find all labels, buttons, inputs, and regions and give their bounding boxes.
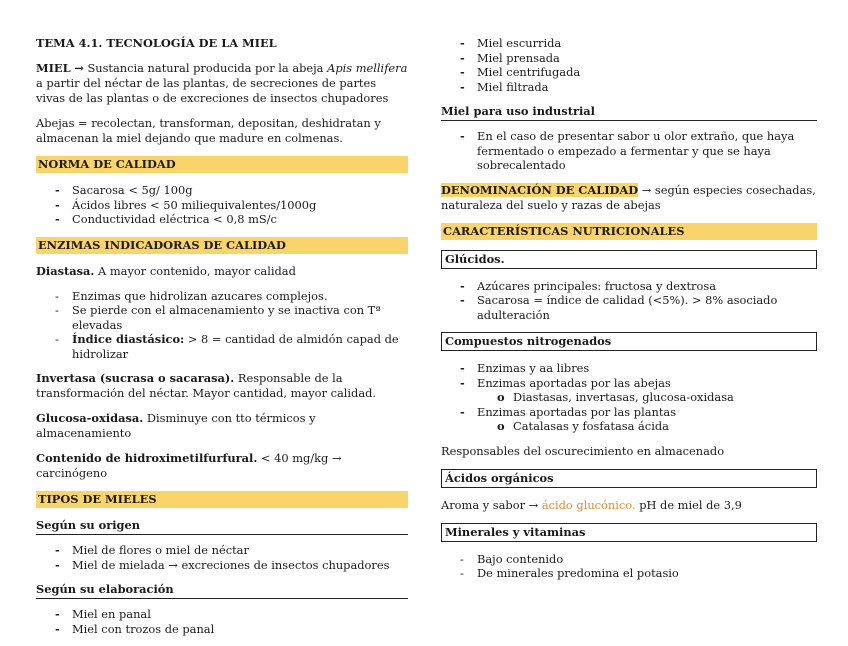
glucosa-term: Glucosa-oxidasa. [36,411,144,425]
acidos-text2: pH de miel de 3,9 [639,497,742,512]
list-item: - Miel de mielada → excreciones de insectos chupadores [36,558,408,573]
list-item: - Miel con trozos de panal [36,622,408,637]
minerales-heading: Minerales y vitaminas [441,523,817,542]
page-title: TEMA 4.1. TECNOLOGÍA DE LA MIEL [36,36,277,50]
invertasa-term: Invertasa (sucrasa o sacarasa). [36,371,235,385]
hmf-text: < 40 mg/kg → carcinógeno [36,451,342,480]
denominacion-text: → según especies cosechadas, naturaleza del suelo y razas de abejas [441,182,816,212]
acidos-highlight: ácido glucónico. [541,497,636,512]
list-item: - Enzimas y aa libres [441,361,817,376]
diastasa-paragraph [36,264,408,279]
list-item: - Miel de flores o miel de néctar [36,543,408,558]
acidos-text1: Aroma y sabor → [441,497,539,512]
list-item: - Miel en panal [36,607,408,622]
origen-list [36,543,408,572]
invertasa-paragraph [36,371,408,401]
sub-list-item: o Diastasas, invertasas, glucosa-oxidasa [441,390,817,405]
sub-list-item: o Catalasas y fosfatasa ácida [441,419,817,434]
nutri-heading: CARACTERÍSTICAS NUTRICIONALES [441,223,817,240]
diastasa-term: Diastasa. [36,263,95,278]
list-item: - Enzimas aportadas por las plantas [441,405,817,420]
list-item: - Conductividad eléctrica < 0,8 mS/c [36,212,408,227]
species-name: Apis mellifera [327,61,408,75]
norma-heading: NORMA DE CALIDAD [36,156,408,173]
list-item: - Miel filtrada [441,80,817,95]
list-item: - En el caso de presentar sabor u olor extraño, que haya fermentado o empezado a fermentar y que se haya sobrecalentado [441,129,817,173]
glucidos-heading: Glúcidos. [441,250,817,269]
norma-list [36,183,408,227]
origen-heading: Según su origen [36,518,408,535]
elaboracion-list [36,607,408,636]
list-item: - Ácidos libres < 50 miliequivalentes/1000g [36,198,408,213]
list-item: - Sacarosa = índice de calidad (<5%). > 8% asociado adulteración [441,293,817,322]
list-item: - Bajo contenido [441,552,817,567]
miel-text2: a partir del néctar de las plantas, de secreciones de partes vivas de las plantas o de excreciones de insectos chupadores [36,76,389,105]
denominacion-paragraph [441,183,817,213]
indice-text: > 8 = cantidad de almidón capad de hidrolizar [72,332,399,361]
elaboracion-heading: Según su elaboración [36,582,408,599]
nitro-heading: Compuestos nitrogenados [441,332,817,351]
list-item: - Se pierde con el almacenamiento y se inactiva con Tª elevadas [36,303,408,332]
list-item: - Enzimas aportadas por las abejas [441,376,817,391]
list-item: - Enzimas que hidrolizan azucares complejos. [36,289,408,304]
minerales-list [441,552,817,581]
list-item: - De minerales predomina el potasio [441,566,817,581]
list-item: - Miel centrifugada [441,65,817,80]
miel-term: MIEL [36,61,71,75]
diastasa-text: A mayor contenido, mayor calidad [98,263,296,278]
list-item [36,332,408,361]
arrow-icon: → [74,61,84,75]
left-column [36,36,408,646]
miel-definition [36,61,408,106]
list-item: - Miel prensada [441,51,817,66]
nitro-list [441,361,817,434]
industrial-heading: Miel para uso industrial [441,104,817,121]
acidos-heading: Ácidos orgánicos [441,469,817,488]
list-item: - Miel escurrida [441,36,817,51]
miel-text1: Sustancia natural producida por la abeja [87,61,324,75]
oscurecimiento-paragraph: Responsables del oscurecimiento en almacenado [441,443,725,458]
indice-term: Índice diastásico: [72,332,185,346]
glucosa-text: Disminuye con tto térmicos y almacenamiento [36,411,316,440]
tipos-heading: TIPOS DE MIELES [36,491,408,508]
diastasa-list [36,289,408,362]
denominacion-term: DENOMINACIÓN DE CALIDAD [441,182,639,197]
enzimas-heading: ENZIMAS INDICADORAS DE CALIDAD [36,237,408,254]
elaboracion-continued-list [441,36,817,94]
list-item: - Azúcares principales: fructosa y dextrosa [441,279,817,294]
hmf-paragraph [36,451,408,481]
list-item: - Sacarosa < 5g/ 100g [36,183,408,198]
hmf-term: Contenido de hidroximetilfurfural. [36,451,258,465]
abejas-paragraph: Abejas = recolectan, transforman, depositan, deshidratan y almacenan la miel dejando que madure en colmenas. [36,116,381,145]
glucosa-paragraph [36,411,408,441]
acidos-paragraph [441,498,817,513]
industrial-list [441,129,817,173]
invertasa-text: Responsable de la transformación del néctar. Mayor cantidad, mayor calidad. [36,371,377,400]
glucidos-list [441,279,817,323]
right-column [441,36,817,591]
